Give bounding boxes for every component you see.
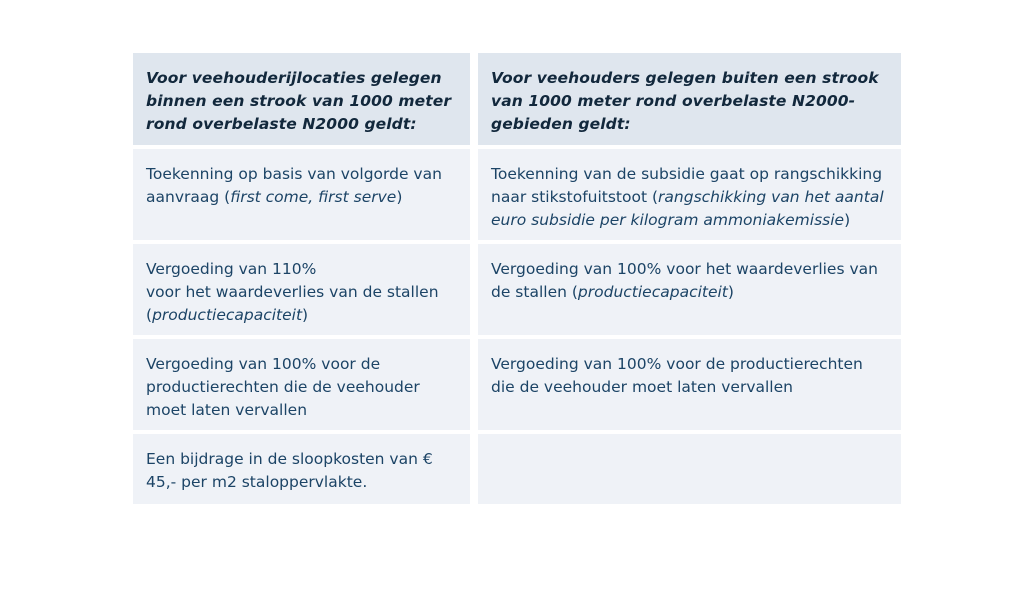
text-run: Vergoeding van 100% voor de productierechten die de veehouder moet laten vervallen	[146, 355, 420, 419]
text-run: Een bijdrage in de sloopkosten van € 45,- per m2 staloppervlakte.	[146, 450, 433, 491]
table-cell-row2-left	[133, 244, 470, 335]
text-run: Toekenning op basis van volgorde van aanvraag (	[146, 165, 442, 206]
text-run: Toekenning van de subsidie gaat op rangschikking naar stikstofuitstoot (	[491, 165, 883, 206]
table-cell-row1-right	[478, 149, 901, 240]
table-cell-row4-right-empty	[478, 434, 901, 504]
table-cell-row3-left	[133, 339, 470, 430]
text-run: )	[844, 211, 851, 229]
text-run: productiecapaciteit	[577, 283, 728, 301]
table-cell-row1-left	[133, 149, 470, 240]
text-run: first come, first serve	[230, 188, 397, 206]
text-run: )	[727, 283, 734, 301]
table-header-right	[478, 53, 901, 145]
comparison-table	[133, 53, 901, 504]
text-run: )	[302, 306, 309, 324]
text-run: productiecapaciteit	[152, 306, 303, 324]
text-run: )	[396, 188, 403, 206]
table-header-left	[133, 53, 470, 145]
text-run: Vergoeding van 100% voor de productierechten die de veehouder moet laten vervallen	[491, 355, 863, 396]
text-run: voor het waardeverlies van de stallen (	[146, 283, 439, 324]
table-cell-row2-right	[478, 244, 901, 335]
text-run: rangschikking van het aantal euro subsidie per kilogram ammoniakemissie	[491, 188, 884, 229]
text-run: Vergoeding van 100% voor het waardeverlies van de stallen (	[491, 260, 878, 301]
text-run: Vergoeding van 110%	[146, 260, 317, 278]
table-cell-row3-right	[478, 339, 901, 430]
table-cell-row4-left	[133, 434, 470, 504]
text-run: Voor veehouderijlocaties gelegen binnen een strook van 1000 meter rond overbelaste N2000 geldt:	[146, 69, 452, 133]
text-run: Voor veehouders gelegen buiten een strook van 1000 meter rond overbelaste N2000-gebieden geldt:	[491, 69, 879, 133]
